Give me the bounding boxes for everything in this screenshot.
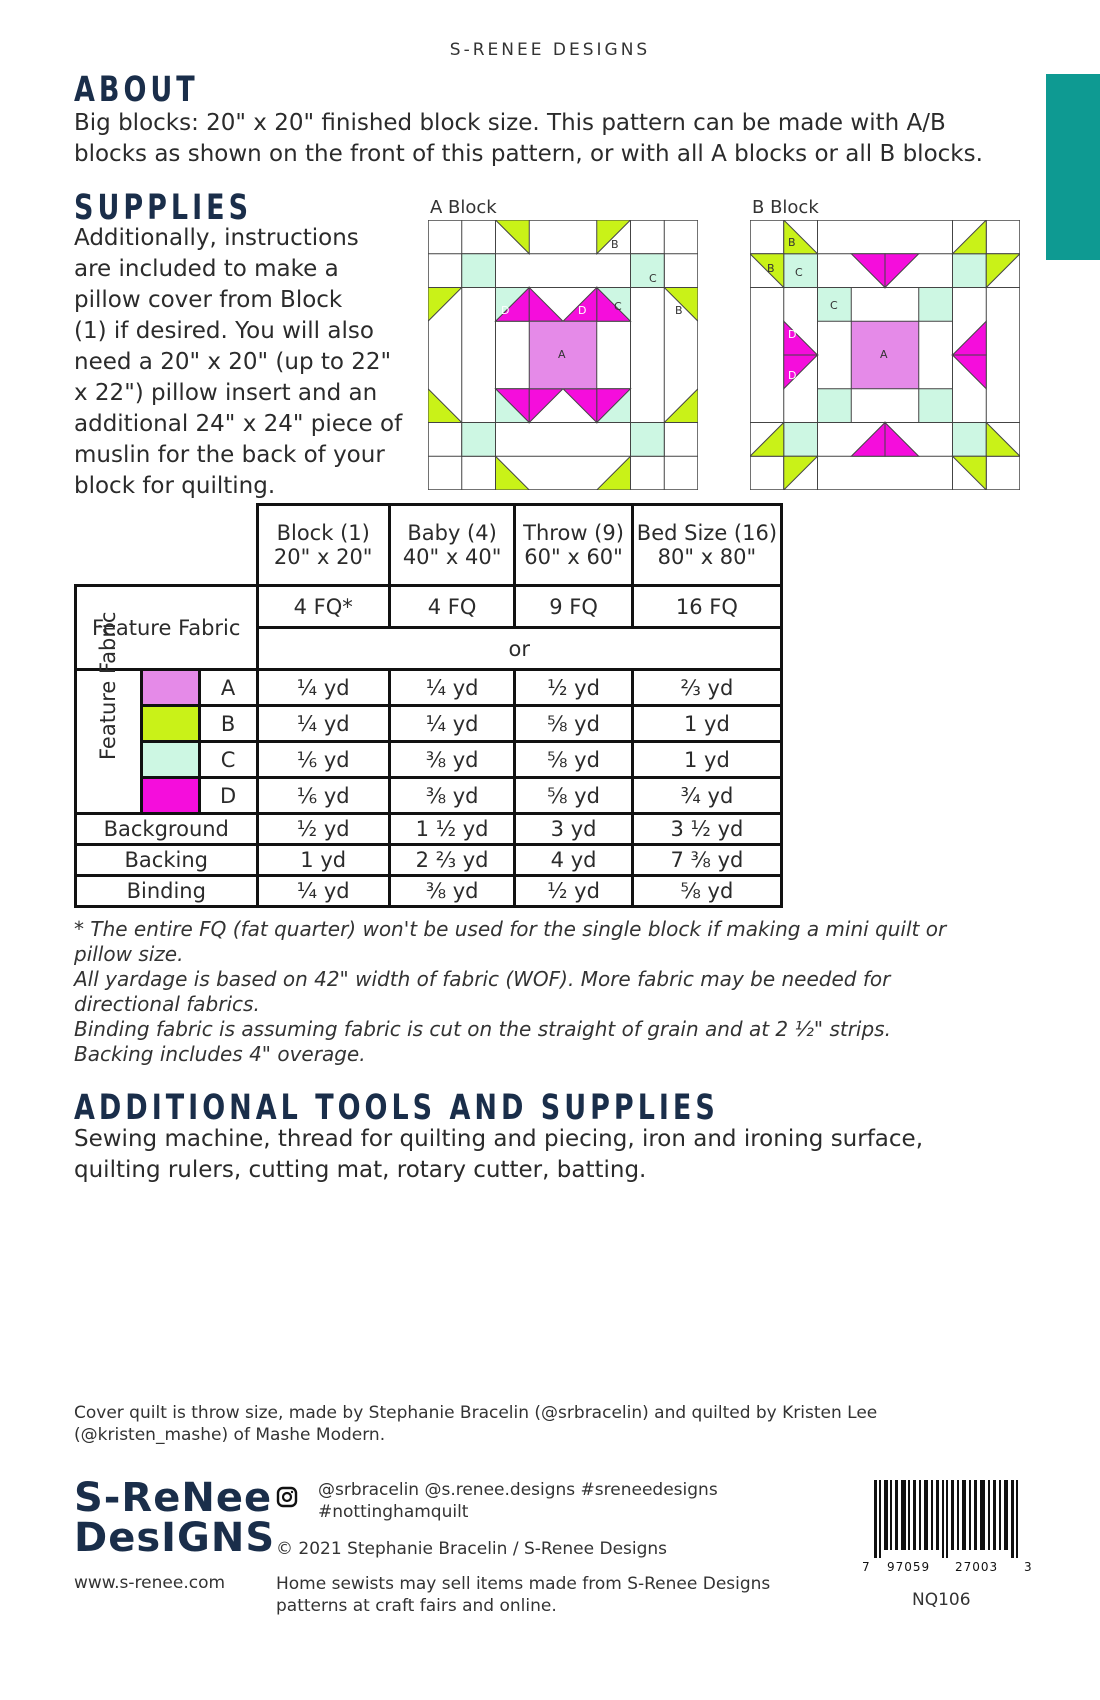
yardage-cell: 1 ½ yd <box>389 814 514 845</box>
fq-cell: 9 FQ <box>515 586 633 628</box>
a-block-label-c2: C <box>614 300 622 313</box>
supplies-body <box>74 223 414 502</box>
table-header-row <box>76 505 782 586</box>
table-row <box>76 706 782 742</box>
yardage-cell: ¼ yd <box>257 670 389 706</box>
table-row <box>76 876 782 907</box>
supplies-line: additional 24" x 24" piece of <box>74 411 403 437</box>
yardage-cell: ½ yd <box>515 876 633 907</box>
table-row <box>76 778 782 814</box>
supplies-line: (1) if desired. You will also <box>74 318 374 344</box>
header-baby <box>389 505 514 586</box>
supplies-line: muslin for the back of your <box>74 442 385 468</box>
note-line: Binding fabric is assuming fabric is cut on the straight of grain and at 2 ½" strips. <box>74 1017 891 1041</box>
yardage-cell: 7 ⅜ yd <box>632 845 781 876</box>
yardage-cell: ¾ yd <box>632 778 781 814</box>
header-line1: Bed Size (16) <box>636 521 778 545</box>
feature-vertical-label <box>76 611 142 814</box>
resale-line: Home sewists may sell items made from S-Renee Designs <box>276 1574 771 1594</box>
barcode-digit-left: 7 <box>862 1560 870 1574</box>
note-line: directional fabrics. <box>74 992 260 1016</box>
table-row <box>76 586 782 628</box>
yardage-cell: 2 ⅔ yd <box>389 845 514 876</box>
credit-line: (@kristen_mashe) of Mashe Modern. <box>74 1425 386 1445</box>
yardage-cell: ½ yd <box>515 670 633 706</box>
about-line: blocks as shown on the front of this pattern, or with all A blocks or all B blocks. <box>74 141 983 167</box>
yardage-cell: ¼ yd <box>257 876 389 907</box>
yardage-cell: ½ yd <box>257 814 389 845</box>
letter-cell: A <box>199 670 257 706</box>
a-block-label-a: A <box>558 348 566 361</box>
note-line: * The entire FQ (fat quarter) won't be used for the single block if making a mini quilt or <box>74 917 947 941</box>
b-block-label-b2: B <box>767 262 775 275</box>
logo-line1: S-ReNee <box>74 1475 273 1521</box>
fq-cell: 16 FQ <box>632 586 781 628</box>
yardage-cell: ⅔ yd <box>632 670 781 706</box>
yardage-cell: 1 yd <box>632 706 781 742</box>
yardage-cell: ⅙ yd <box>257 778 389 814</box>
yardage-cell: ¼ yd <box>389 670 514 706</box>
table-row <box>76 742 782 778</box>
header-line2: 60" x 60" <box>524 545 623 569</box>
table-corner <box>76 505 258 586</box>
side-tab <box>1046 74 1100 260</box>
b-block-label-c1: C <box>795 266 803 279</box>
about-body <box>74 108 1034 170</box>
resale-notice <box>276 1573 770 1617</box>
cover-credit <box>74 1402 974 1446</box>
supplies-title: SUPPLIES <box>74 188 253 229</box>
or-cell: or <box>257 628 781 670</box>
swatch-c <box>141 742 199 778</box>
a-block-label-b1: B <box>611 238 619 251</box>
feature-vertical-text: Feature Fabric <box>96 611 121 760</box>
brand-logo <box>74 1475 276 1561</box>
tools-line: quilting rulers, cutting mat, rotary cutter, batting. <box>74 1157 647 1183</box>
yardage-cell: ⅝ yd <box>515 742 633 778</box>
logo-line2: DesIGNS <box>74 1515 276 1561</box>
yardage-cell: ⅜ yd <box>389 876 514 907</box>
about-line: Big blocks: 20" x 20" finished block size. This pattern can be made with A/B <box>74 110 946 136</box>
note-line: Backing includes 4" overage. <box>74 1042 366 1066</box>
b-block-diagram <box>750 220 1020 490</box>
copyright: © 2021 Stephanie Bracelin / S-Renee Designs <box>276 1539 668 1559</box>
yardage-cell: 3 yd <box>515 814 633 845</box>
yardage-cell: 3 ½ yd <box>632 814 781 845</box>
fq-cell: 4 FQ <box>389 586 514 628</box>
supplies-line: block for quilting. <box>74 473 276 499</box>
note-line: pillow size. <box>74 942 184 966</box>
yardage-cell: ⅝ yd <box>515 706 633 742</box>
letter-cell: B <box>199 706 257 742</box>
yardage-cell: 1 yd <box>257 845 389 876</box>
yardage-cell: ⅙ yd <box>257 742 389 778</box>
tools-body <box>74 1124 1034 1186</box>
supplies-line: pillow cover from Block <box>74 287 343 313</box>
header-line1: Block (1) <box>276 521 370 545</box>
header-block <box>257 505 389 586</box>
fq-cell: 4 FQ* <box>257 586 389 628</box>
yardage-cell: ⅜ yd <box>389 778 514 814</box>
supplies-line: x 22") pillow insert and an <box>74 380 378 406</box>
header-line1: Baby (4) <box>407 521 497 545</box>
instagram-icon[interactable] <box>276 1486 298 1508</box>
table-notes <box>74 917 974 1067</box>
swatch-d <box>141 778 199 814</box>
table-row <box>76 845 782 876</box>
barcode-digit-right: 3 <box>1024 1560 1032 1574</box>
letter-cell: C <box>199 742 257 778</box>
a-block-label-c1: C <box>649 272 657 285</box>
resale-line: patterns at craft fairs and online. <box>276 1596 557 1616</box>
yardage-cell: 4 yd <box>515 845 633 876</box>
social-line: @srbracelin @s.renee.designs #sreneedesigns <box>318 1480 718 1500</box>
fabric-requirements-table <box>74 503 783 908</box>
header-line2: 20" x 20" <box>273 545 373 569</box>
yardage-cell: ¼ yd <box>257 706 389 742</box>
barcode-digits-1: 97059 <box>887 1560 931 1574</box>
yardage-cell: ⅝ yd <box>632 876 781 907</box>
header-brand: S-RENEE DESIGNS <box>449 40 651 60</box>
sku: NQ106 <box>912 1590 971 1610</box>
table-row <box>76 670 782 706</box>
letter-cell: D <box>199 778 257 814</box>
row-label: Background <box>76 814 258 845</box>
supplies-line: need a 20" x 20" (up to 22" <box>74 349 392 375</box>
a-block-label-b2: B <box>675 304 683 317</box>
b-block-label-d1: D <box>788 328 797 341</box>
b-block-label-c2: C <box>830 299 838 312</box>
website-link[interactable]: www.s-renee.com <box>74 1573 226 1593</box>
b-block-label-b1: B <box>788 236 796 249</box>
note-line: All yardage is based on 42" width of fabric (WOF). More fabric may be needed for <box>74 967 891 991</box>
header-throw <box>515 505 633 586</box>
header-line1: Throw (9) <box>523 521 624 545</box>
yardage-cell: ⅜ yd <box>389 742 514 778</box>
a-block-label-d1: D <box>501 304 510 317</box>
a-block-label: A Block <box>430 197 497 218</box>
header-bed <box>632 505 781 586</box>
tools-line: Sewing machine, thread for quilting and piecing, iron and ironing surface, <box>74 1126 924 1152</box>
header-line2: 80" x 80" <box>657 545 757 569</box>
row-label: Backing <box>76 845 258 876</box>
b-block-label-d2: D <box>788 369 797 382</box>
feature-fabric-label: Feature Fabric <box>76 586 258 670</box>
social-handles <box>318 1479 718 1523</box>
a-block-label-d2: D <box>578 304 587 317</box>
header-line2: 40" x 40" <box>402 545 502 569</box>
barcode <box>872 1480 1022 1558</box>
yardage-cell: ¼ yd <box>389 706 514 742</box>
b-block-label-a: A <box>880 348 888 361</box>
about-title: ABOUT <box>74 70 199 111</box>
credit-line: Cover quilt is throw size, made by Stephanie Bracelin (@srbracelin) and quilted by Kristen Lee <box>74 1403 878 1423</box>
tools-title: ADDITIONAL TOOLS AND SUPPLIES <box>74 1088 719 1129</box>
row-label: Binding <box>76 876 258 907</box>
yardage-cell: ⅝ yd <box>515 778 633 814</box>
yardage-cell: 1 yd <box>632 742 781 778</box>
swatch-b <box>141 706 199 742</box>
a-block-diagram <box>428 220 698 490</box>
supplies-line: are included to make a <box>74 256 339 282</box>
barcode-digits-2: 27003 <box>955 1560 999 1574</box>
social-line: #nottinghamquilt <box>318 1502 469 1522</box>
swatch-a <box>141 670 199 706</box>
b-block-label: B Block <box>752 197 819 218</box>
table-row <box>76 814 782 845</box>
supplies-line: Additionally, instructions <box>74 225 359 251</box>
